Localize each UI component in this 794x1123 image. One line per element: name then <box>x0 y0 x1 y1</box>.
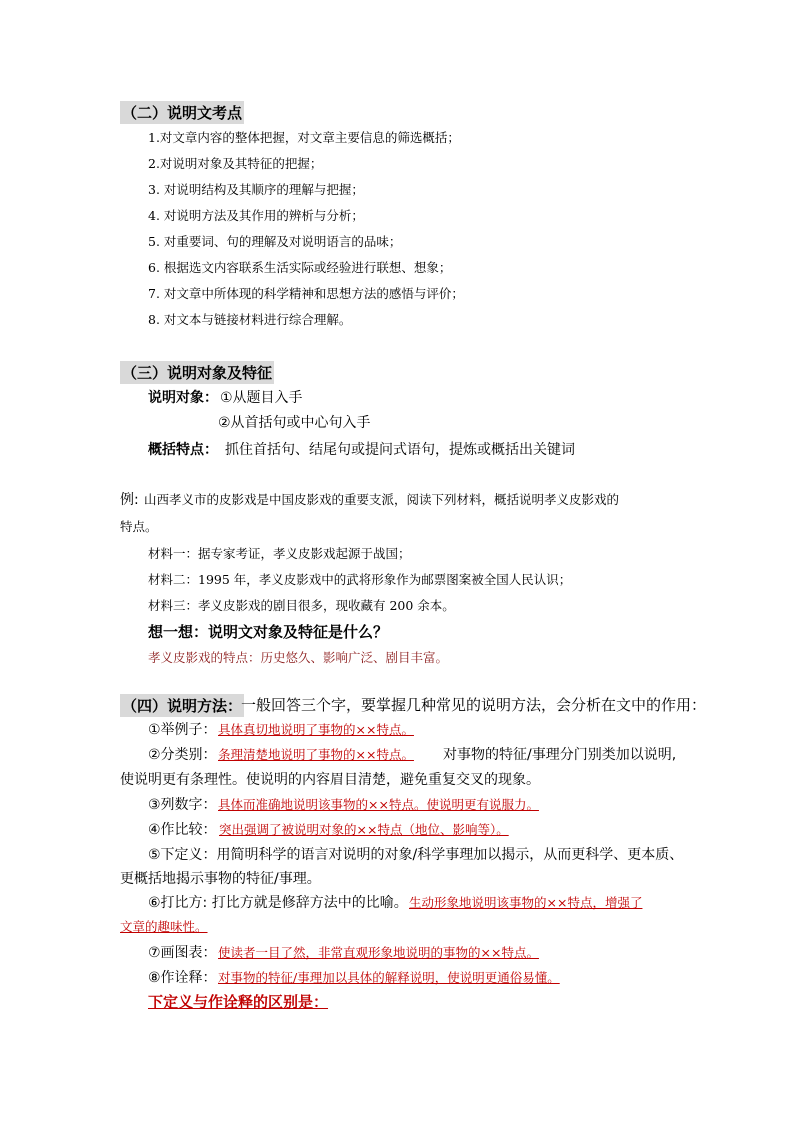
method-2-label: ②分类别： <box>148 747 217 763</box>
method-8-text: 对事物的特征/事理加以具体的解释说明，使说明更通俗易懂。 <box>218 970 560 985</box>
methods-intro: 一般回答三个字，要掌握几种常见的说明方法，会分析在文中的作用： <box>241 696 707 714</box>
list-item: 1.对文章内容的整体把握，对文章主要信息的筛选概括； <box>148 130 460 145</box>
list-item: 2.对说明对象及其特征的把握； <box>148 156 323 171</box>
material-2: 材料二：1995 年，孝义皮影戏中的武将形象作为邮票图案被全国人民认识； <box>148 572 572 587</box>
list-item: 6. 根据选文内容联系生活实际或经验进行联想、想象； <box>148 260 452 275</box>
method-7-text: 使读者一目了然，非常直观形象地说明的事物的××特点。 <box>218 945 539 960</box>
object-tip-1: ①从题目入手 <box>220 390 303 406</box>
method-2-text: 条理清楚地说明了事物的××特点。 <box>218 747 414 762</box>
method-7-label: ⑦画图表： <box>148 945 217 961</box>
method-1-text: 具体真切地说明了事物的××特点。 <box>218 722 414 737</box>
method-4-label: ④作比较： <box>148 822 217 838</box>
section-2-heading: （二）说明文考点 <box>120 101 244 124</box>
material-1: 材料一：据专家考证，孝义皮影戏起源于战国； <box>148 546 411 561</box>
object-label: 说明对象： <box>148 390 218 406</box>
method-3-label: ③列数字： <box>148 797 217 813</box>
method-5-line-1: ⑤下定义：用简明科学的语言对说明的对象/科学事理加以揭示，从而更科学、更本质、 <box>148 847 684 863</box>
list-item: 5. 对重要词、句的理解及对说明语言的品味； <box>148 234 402 249</box>
think-prompt: 想一想：说明文对象及特征是什么？ <box>148 623 389 641</box>
method-4-text: 突出强调了被说明对象的××特点（地位、影响等）。 <box>219 822 509 837</box>
think-answer: 孝义皮影戏的特点：历史悠久、影响广泛、剧目丰富。 <box>148 650 449 665</box>
example-line-1: 山西孝义市的皮影戏是中国皮影戏的重要支派，阅读下列材料，概括说明孝义皮影戏的 <box>144 492 620 507</box>
list-item: 8. 对文本与链接材料进行综合理解。 <box>148 312 352 327</box>
list-item: 7. 对文章中所体现的科学精神和思想方法的感悟与评价； <box>148 286 464 301</box>
example-label: 例: <box>120 492 139 508</box>
method-2-rest-1: 对事物的特征/事理分门别类加以说明, <box>443 747 677 763</box>
section-4-heading: （四）说明方法： <box>120 694 244 717</box>
method-6-text-2: 文章的趣味性。 <box>120 919 208 934</box>
method-1-label: ①举例子： <box>148 722 217 738</box>
list-item: 4. 对说明方法及其作用的辨析与分析； <box>148 208 364 223</box>
object-tip-2: ②从首括句或中心句入手 <box>218 415 371 431</box>
feature-text: 抓住首括句、结尾句或提问式语句，提炼或概括出关键词 <box>225 442 575 458</box>
section-3-heading: （三）说明对象及特征 <box>120 361 274 384</box>
method-2-rest-2: 使说明更有条理性。使说明的内容眉目清楚，避免重复交叉的现象。 <box>120 772 540 788</box>
list-item: 3. 对说明结构及其顺序的理解与把握； <box>148 182 364 197</box>
method-3-text: 具体而准确地说明该事物的××特点。使说明更有说服力。 <box>218 797 539 812</box>
material-3: 材料三：孝义皮影戏的剧目很多，现收藏有 200 余本。 <box>148 598 455 613</box>
method-6-label: ⑥打比方: 打比方就是修辞方法中的比喻。 <box>148 895 408 911</box>
method-8-label: ⑧作诠释： <box>148 970 217 986</box>
example-line-2: 特点。 <box>120 519 158 534</box>
definition-vs-explanation-heading: 下定义与作诠释的区别是： <box>148 993 329 1011</box>
feature-label: 概括特点： <box>148 442 218 458</box>
method-6-text-1: 生动形象地说明该事物的××特点，增强了 <box>409 895 643 910</box>
method-5-line-2: 更概括地揭示事物的特征/事理。 <box>120 871 321 887</box>
